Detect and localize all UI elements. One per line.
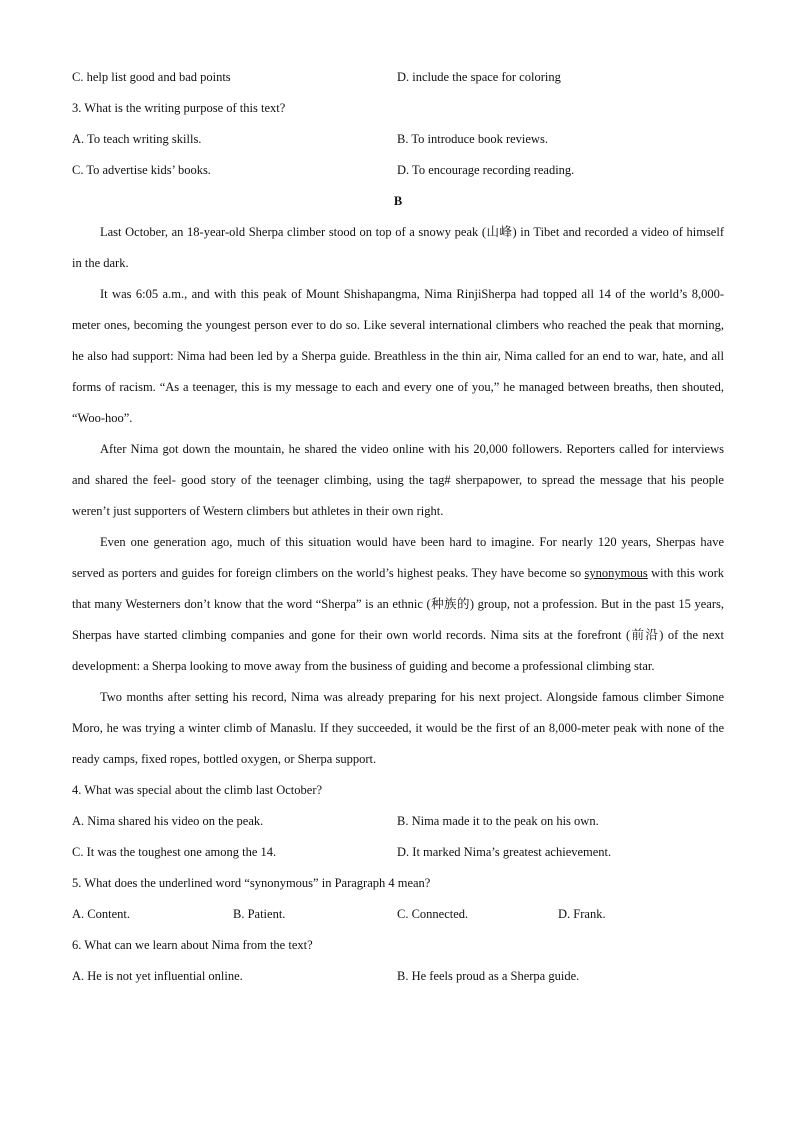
q2-option-d: D. include the space for coloring	[397, 70, 561, 84]
paragraph-4-text-after: with this work that many Westerners don’t know that the word “Sherpa” is an ethnic (种族的) group, not a profession. But in the past 15 years, Sherpas have started climbing companies and gone for their own world records. Nima sits at the forefront (前沿) of the next development: a Sherpa looking to move away from the business of guiding and become a professional climbing star.	[72, 566, 724, 673]
q2-options-row	[72, 62, 724, 93]
q4-options-row-2	[72, 837, 724, 868]
passage-paragraph-2: It was 6:05 a.m., and with this peak of Mount Shishapangma, Nima RinjiSherpa had topped all 14 of the world’s 8,000-meter ones, becoming the youngest person ever to do so. Like several international climbers who reached the peak that morning, he also had support: Nima had been led by a Sherpa guide. Breathless in the thin air, Nima called for an end to war, hate, and all forms of racism. “As a teenager, this is my message to each and every one of you,” he managed between breaths, then shouted, “Woo-hoo”.	[72, 287, 724, 425]
q3-question: 3. What is the writing purpose of this text?	[72, 101, 286, 115]
q4-option-b: B. Nima made it to the peak on his own.	[397, 814, 599, 828]
q5-option-d: D. Frank.	[558, 907, 606, 921]
q6-option-b: B. He feels proud as a Sherpa guide.	[397, 969, 580, 983]
q6-options-row	[72, 961, 724, 992]
passage-paragraph-1: Last October, an 18-year-old Sherpa climber stood on top of a snowy peak (山峰) in Tibet and recorded a video of himself in the dark.	[72, 225, 724, 270]
q4-options-row-1	[72, 806, 724, 837]
q5-option-b: B. Patient.	[233, 907, 286, 921]
passage-paragraph-4	[72, 527, 724, 682]
q3-options-row-2	[72, 155, 724, 186]
section-title: B	[393, 194, 403, 208]
q6-question: 6. What can we learn about Nima from the text?	[72, 938, 313, 952]
underlined-word-synonymous: synonymous	[584, 566, 648, 580]
exam-page	[72, 62, 724, 992]
q3-option-d: D. To encourage recording reading.	[397, 163, 575, 177]
q3-option-a: A. To teach writing skills.	[72, 132, 202, 146]
q5-option-c: C. Connected.	[397, 907, 469, 921]
q5-option-a: A. Content.	[72, 907, 130, 921]
q3-option-b: B. To introduce book reviews.	[397, 132, 548, 146]
q4-option-d: D. It marked Nima’s greatest achievement.	[397, 845, 612, 859]
q5-options-row	[72, 899, 724, 930]
paragraph-4-text-before: Even one generation ago, much of this situation would have been hard to imagine. For nearly 120 years, Sherpas have served as porters and guides for foreign climbers on the world’s highest peaks. They have become so	[72, 535, 724, 580]
passage-paragraph-3: After Nima got down the mountain, he shared the video online with his 20,000 followers. Reporters called for interviews and shared the feel- good story of the teenager climbing, using the tag# sherpapower, to spread the message that his people weren’t just supporters of Western climbers but athletes in their own right.	[72, 442, 724, 518]
q3-options-row-1	[72, 124, 724, 155]
q2-option-c: C. help list good and bad points	[72, 70, 231, 84]
q4-option-c: C. It was the toughest one among the 14.	[72, 845, 277, 859]
q3-option-c: C. To advertise kids’ books.	[72, 163, 211, 177]
q6-option-a: A. He is not yet influential online.	[72, 969, 243, 983]
q5-question: 5. What does the underlined word “synonymous” in Paragraph 4 mean?	[72, 876, 431, 890]
q4-question: 4. What was special about the climb last October?	[72, 783, 323, 797]
passage-paragraph-5: Two months after setting his record, Nima was already preparing for his next project. Alongside famous climber Simone Moro, he was trying a winter climb of Manaslu. If they succeeded, it would be the first of an 8,000-meter peak with none of the ready camps, fixed ropes, bottled oxygen, or Sherpa support.	[72, 690, 724, 766]
q4-option-a: A. Nima shared his video on the peak.	[72, 814, 264, 828]
